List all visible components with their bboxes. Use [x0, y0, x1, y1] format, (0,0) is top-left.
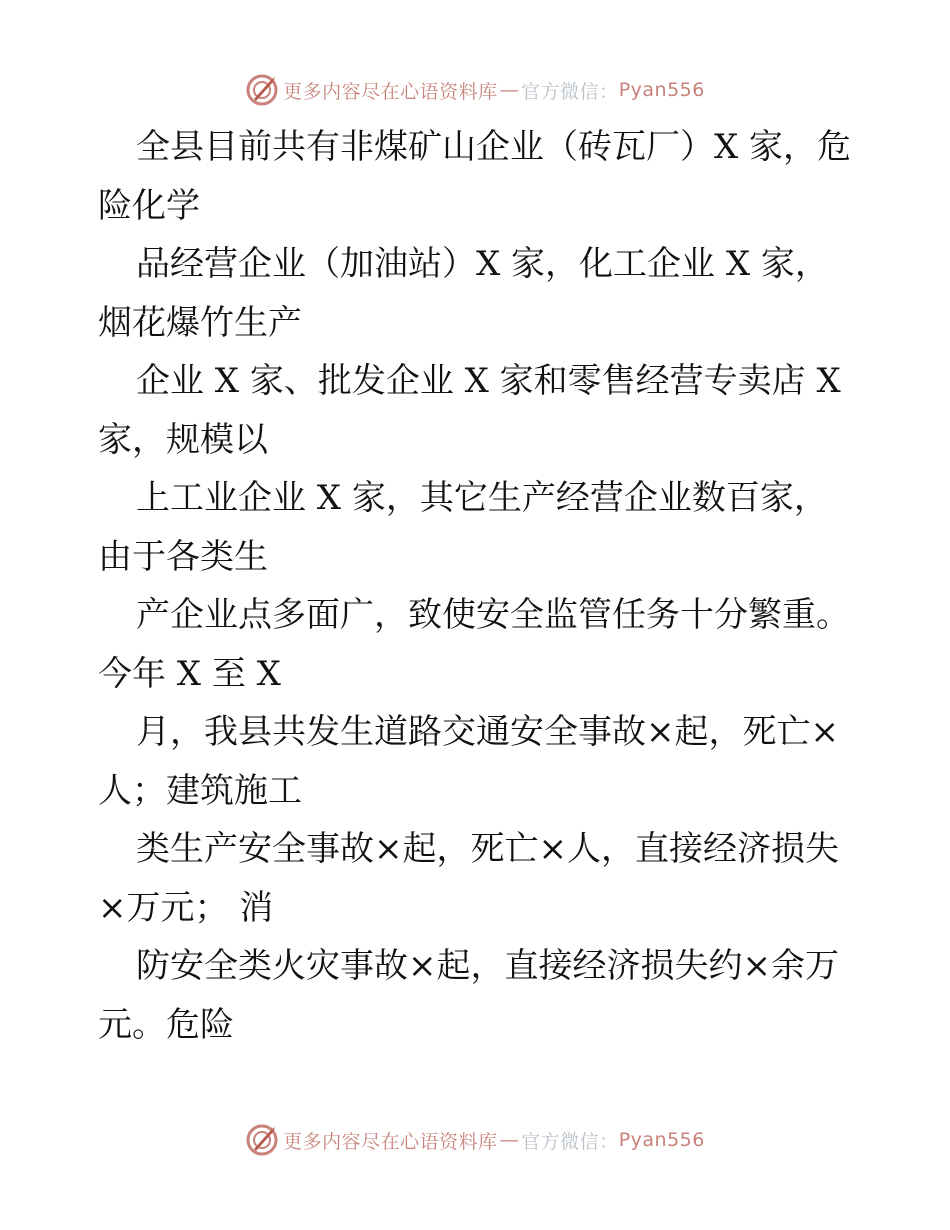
text-line: 企业 X 家、批发企业 X 家和零售经营专卖店 X — [136, 361, 841, 401]
document-body — [98, 118, 858, 1054]
text-line: 类生产安全事故×起，死亡×人，直接经济损失 — [136, 829, 839, 869]
banner-brand-text: 更多内容尽在心语资料库 — [283, 80, 498, 103]
text-line: 防安全类火灾事故×起，直接经济损失约×余万 — [136, 946, 839, 986]
text-line: 元。危险 — [98, 1004, 234, 1045]
text-line: 品经营企业（加油站）X 家，化工企业 X 家， — [136, 244, 829, 284]
text-line: 上工业企业 X 家，其它生产经营企业数百家， — [136, 478, 828, 518]
footer-watermark-banner — [0, 1120, 950, 1160]
banner-official-label: 官方微信： — [521, 80, 619, 103]
banner-dash: — — [499, 79, 520, 101]
quill-pen-logo-icon — [245, 73, 279, 107]
text-line: 烟花爆竹生产 — [98, 302, 302, 343]
banner-wechat-id: Pyan556 — [618, 79, 705, 101]
banner-dash: — — [499, 1129, 520, 1151]
text-line: 今年 X 至 X — [98, 653, 281, 694]
text-line: ×万元； 消 — [98, 887, 274, 928]
banner-brand-text: 更多内容尽在心语资料库 — [283, 1130, 498, 1153]
text-line: 全县目前共有非煤矿山企业（砖瓦厂）X 家，危 — [136, 127, 852, 167]
text-line: 险化学 — [98, 185, 200, 226]
text-line: 家，规模以 — [98, 419, 268, 460]
header-watermark-banner — [0, 70, 950, 110]
text-line: 人；建筑施工 — [98, 770, 302, 811]
quill-pen-logo-icon — [245, 1123, 279, 1157]
text-line: 产企业点多面广，致使安全监管任务十分繁重。 — [136, 595, 850, 635]
banner-wechat-id: Pyan556 — [618, 1129, 705, 1151]
banner-official-label: 官方微信： — [521, 1130, 619, 1153]
text-line: 由于各类生 — [98, 536, 268, 577]
text-line: 月，我县共发生道路交通安全事故×起，死亡× — [136, 712, 839, 752]
